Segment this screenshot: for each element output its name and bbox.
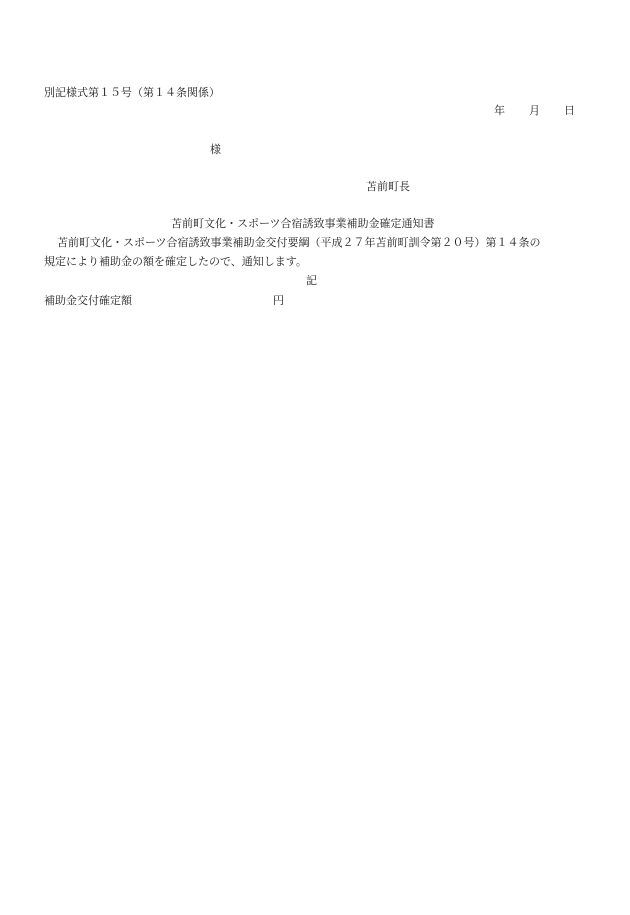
amount-label: 補助金交付確定額	[44, 294, 132, 307]
form-number: 別記様式第１５号（第１４条関係）	[44, 86, 220, 99]
year-label: 年	[494, 104, 505, 117]
amount-unit: 円	[273, 294, 284, 307]
ki-heading: 記	[306, 274, 317, 287]
document-title: 苫前町文化・スポーツ合宿誘致事業補助金確定通知書	[171, 217, 435, 230]
amount-row	[44, 295, 284, 306]
day-label: 日	[564, 104, 575, 117]
body-text-line-2: 規定により補助金の額を確定したので、通知します。	[44, 255, 307, 268]
issuer-name: 苫前町長	[366, 180, 410, 193]
body-text-line-1: 苫前町文化・スポーツ合宿誘致事業補助金交付要綱（平成２７年苫前町訓令第２０号）第１４条の	[57, 236, 541, 249]
recipient-honorific: 様	[210, 143, 221, 156]
month-label: 月	[529, 104, 540, 117]
date-line	[494, 105, 575, 116]
